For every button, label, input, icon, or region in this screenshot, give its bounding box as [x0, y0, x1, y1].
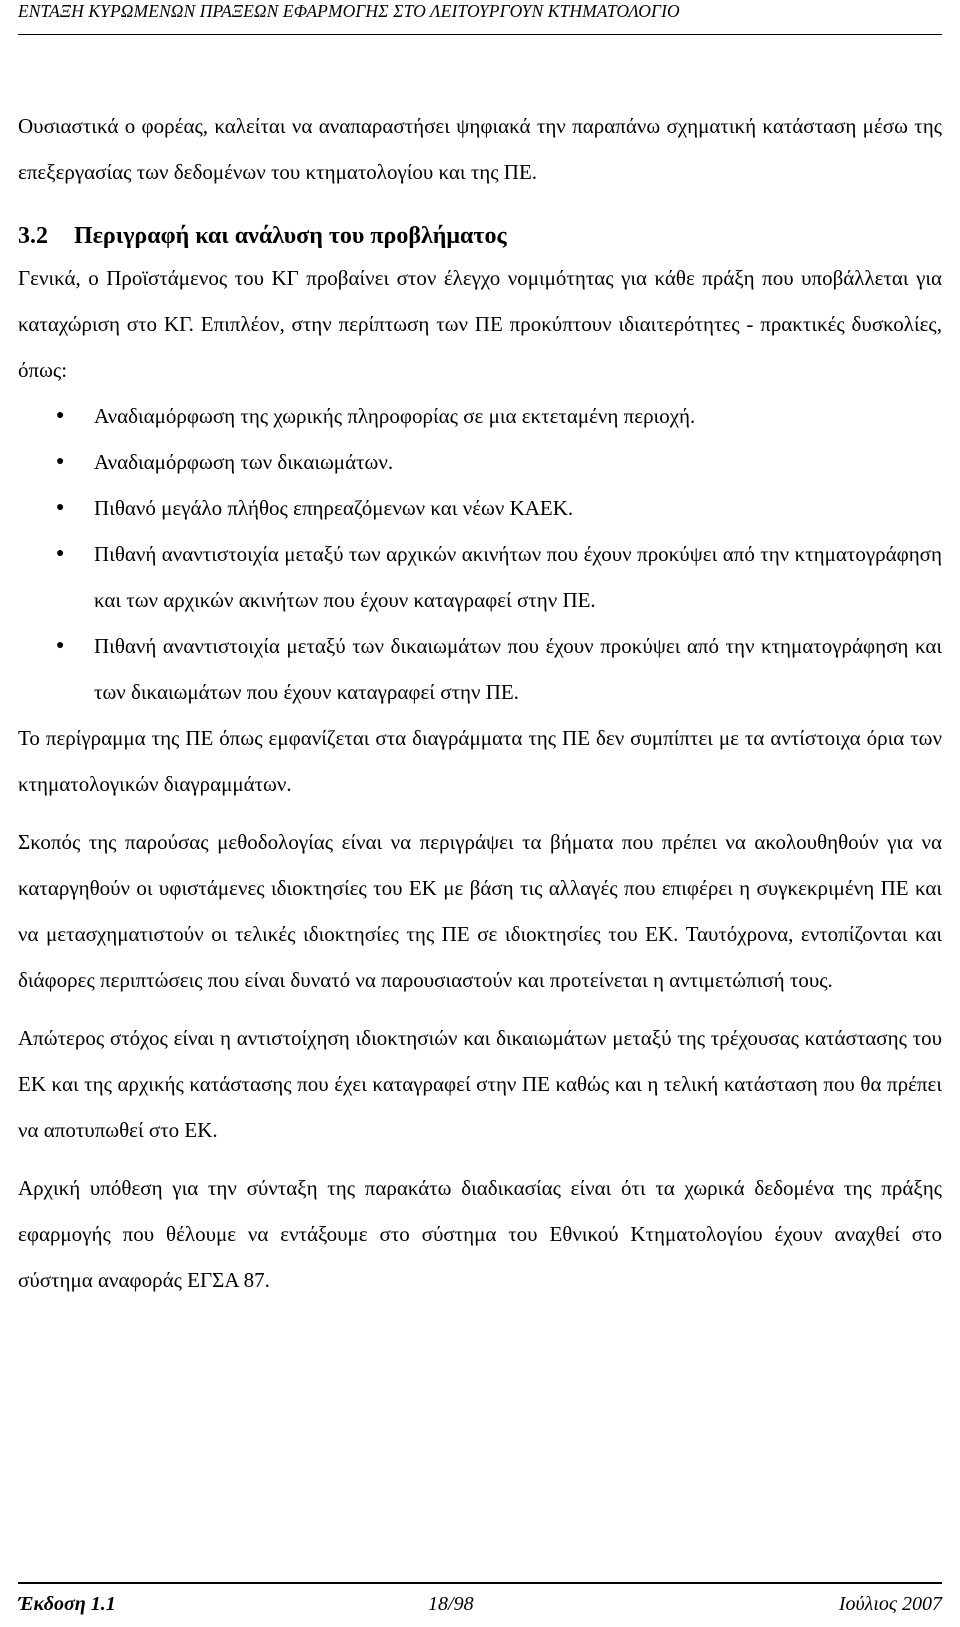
running-header — [18, 0, 942, 35]
assumption-paragraph: Αρχική υπόθεση για την σύνταξη της παρακάτω διαδικασίας είναι ότι τα χωρικά δεδομένα της πράξης εφαρμογής που θέλουμε να εντάξουμε στο σύστημα του Εθνικού Κτηματολογίου έχουν αναχθεί στο σύστημα αναφοράς ΕΓΣΑ 87. — [18, 1176, 942, 1292]
bullet-icon: ● — [56, 500, 65, 515]
page-content — [18, 103, 942, 1303]
page-separator: / — [448, 1593, 454, 1615]
running-header-title: ΕΝΤΑΞΗ ΚΥΡΩΜΕΝΩΝ ΠΡΑΞΕΩΝ ΕΦΑΡΜΟΓΗΣ ΣΤΟ ΛΕΙΤΟΥΡΓΟΥΝ ΚΤΗΜΑΤΟΛΟΓΙΟ — [18, 1, 680, 21]
list-item — [18, 439, 942, 485]
page-current: 18 — [428, 1593, 448, 1615]
section-title: Περιγραφή και ανάλυση του προβλήματος — [74, 223, 507, 249]
goal-paragraph: Απώτερος στόχος είναι η αντιστοίχηση ιδιοκτησιών και δικαιωμάτων μεταξύ της τρέχουσας κατάστασης του ΕΚ και της αρχικής κατάστασης που έχει καταγραφεί στην ΠΕ καθώς και η τελική κατάσταση που θα πρέπει να αποτυπωθεί στο ΕΚ. — [18, 1026, 942, 1142]
intro-paragraph: Ουσιαστικά ο φορέας, καλείται να αναπαραστήσει ψηφιακά την παραπάνω σχηματική κατάσταση μέσω της επεξεργασίας των δεδομένων του κτηματολογίου και της ΠΕ. — [18, 114, 942, 184]
outline-paragraph: Το περίγραμμα της ΠΕ όπως εμφανίζεται στα διαγράμματα της ΠΕ δεν συμπίπτει με τα αντίστοιχα όρια των κτηματολογικών διαγραμμάτων. — [18, 726, 942, 796]
section-heading — [18, 217, 942, 255]
footer-page-number — [428, 1584, 474, 1624]
bullet-icon: ● — [56, 546, 65, 561]
list-item-text: Αναδιαμόρφωση των δικαιωμάτων. — [94, 450, 394, 474]
list-item-text: Πιθανή αναντιστοιχία μεταξύ των δικαιωμάτων που έχουν προκύψει από την κτηματογράφηση και των δικαιωμάτων που έχουν καταγραφεί στην ΠΕ. — [94, 634, 942, 704]
list-item — [18, 623, 942, 715]
list-item-text: Πιθανή αναντιστοιχία μεταξύ των αρχικών ακινήτων που έχουν προκύψει από την κτηματογράφηση και των αρχικών ακινήτων που έχουν καταγραφεί στην ΠΕ. — [94, 542, 942, 612]
list-item — [18, 485, 942, 531]
difficulties-list — [18, 393, 942, 715]
section-number: 3.2 — [18, 223, 48, 249]
bullet-icon: ● — [56, 454, 65, 469]
bullet-icon: ● — [56, 408, 65, 423]
list-item-text: Πιθανό μεγάλο πλήθος επηρεαζόμενων και νέων ΚΑΕΚ. — [94, 496, 574, 520]
page-total: 98 — [453, 1593, 474, 1615]
purpose-paragraph: Σκοπός της παρούσας μεθοδολογίας είναι να περιγράψει τα βήματα που πρέπει να ακολουθηθούν για να καταργηθούν οι υφιστάμενες ιδιοκτησίες του ΕΚ με βάση τις αλλαγές που επιφέρει η συγκεκριμένη ΠΕ και να μετασχηματιστούν οι τελικές ιδιοκτησίες της ΠΕ σε ιδιοκτησίες του ΕΚ. Ταυτόχρονα, εντοπίζονται και διάφορες περιπτώσεις που είναι δυνατό να παρουσιαστούν και προτείνεται η αντιμετώπισή τους. — [18, 830, 942, 992]
list-item-text: Αναδιαμόρφωση της χωρικής πληροφορίας σε μια εκτεταμένη περιοχή. — [94, 404, 696, 428]
section-paragraph: Γενικά, ο Προϊστάμενος του ΚΓ προβαίνει στον έλεγχο νομιμότητας για κάθε πράξη που υποβάλλεται για καταχώριση στο ΚΓ. Επιπλέον, στην περίπτωση των ΠΕ προκύπτουν ιδιαιτερότητες - πρακτικές δυσκολίες, όπως: — [18, 266, 942, 382]
footer-version: Έκδοση 1.1 — [18, 1593, 116, 1615]
footer-date: Ιούλιος 2007 — [838, 1593, 942, 1615]
running-footer — [18, 1582, 942, 1624]
list-item — [18, 531, 942, 623]
list-item — [18, 393, 942, 439]
bullet-icon: ● — [56, 638, 65, 653]
